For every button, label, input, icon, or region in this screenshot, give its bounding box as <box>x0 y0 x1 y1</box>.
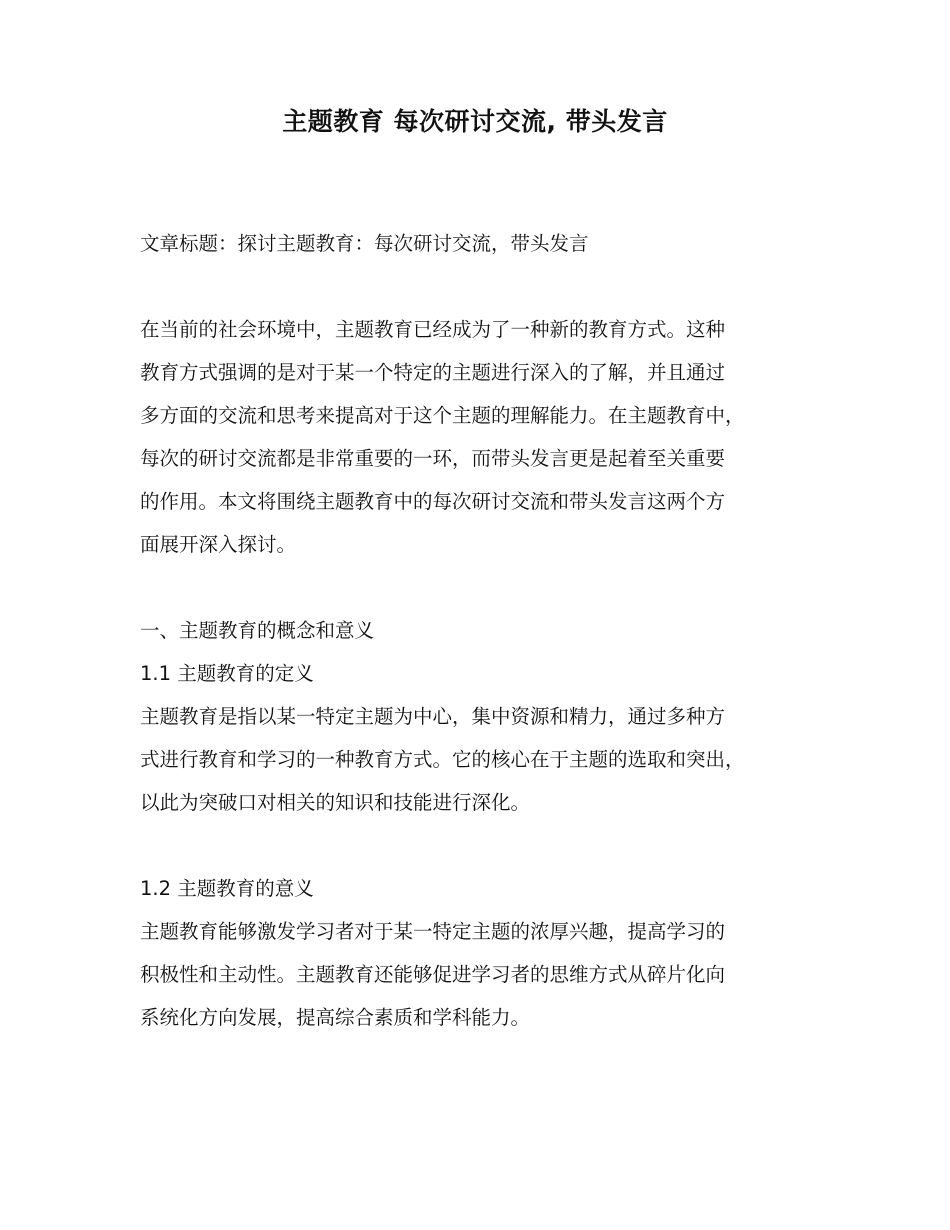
document-body <box>140 222 840 1039</box>
intro-line: 每次的研讨交流都是非常重要的一环，而带头发言更是起着至关重要 <box>140 447 726 470</box>
intro-line: 多方面的交流和思考来提高对于这个主题的理解能力。在主题教育中， <box>140 404 745 427</box>
intro-line: 面展开深入探讨。 <box>140 533 297 556</box>
paragraph-gap <box>140 566 840 609</box>
definition-line: 主题教育是指以某一特定主题为中心，集中资源和精力，通过多种方 <box>140 705 726 728</box>
significance-line: 主题教育能够激发学习者对于某一特定主题的浓厚兴趣，提高学习的 <box>140 920 726 943</box>
section-heading: 一、主题教育的概念和意义 <box>140 619 375 642</box>
significance-line: 积极性和主动性。主题教育还能够促进学习者的思维方式从碎片化向 <box>140 963 726 986</box>
subsection-heading: 1.2 主题教育的意义 <box>140 877 314 900</box>
paragraph-gap <box>140 265 840 308</box>
significance-line: 系统化方向发展，提高综合素质和学科能力。 <box>140 1006 531 1029</box>
document-title: 主题教育 每次研讨交流, 带头发言 <box>282 107 668 136</box>
paragraph-gap <box>140 824 840 867</box>
intro-line: 教育方式强调的是对于某一个特定的主题进行深入的了解，并且通过 <box>140 361 726 384</box>
subsection-heading: 1.1 主题教育的定义 <box>140 662 314 685</box>
definition-line: 以此为突破口对相关的知识和技能进行深化。 <box>140 791 531 814</box>
definition-line: 式进行教育和学习的一种教育方式。它的核心在于主题的选取和突出， <box>140 748 745 771</box>
intro-line: 在当前的社会环境中，主题教育已经成为了一种新的教育方式。这种 <box>140 318 726 341</box>
intro-line: 的作用。本文将围绕主题教育中的每次研讨交流和带头发言这两个方 <box>140 490 726 513</box>
article-title-line: 文章标题：探讨主题教育：每次研讨交流，带头发言 <box>140 232 589 255</box>
